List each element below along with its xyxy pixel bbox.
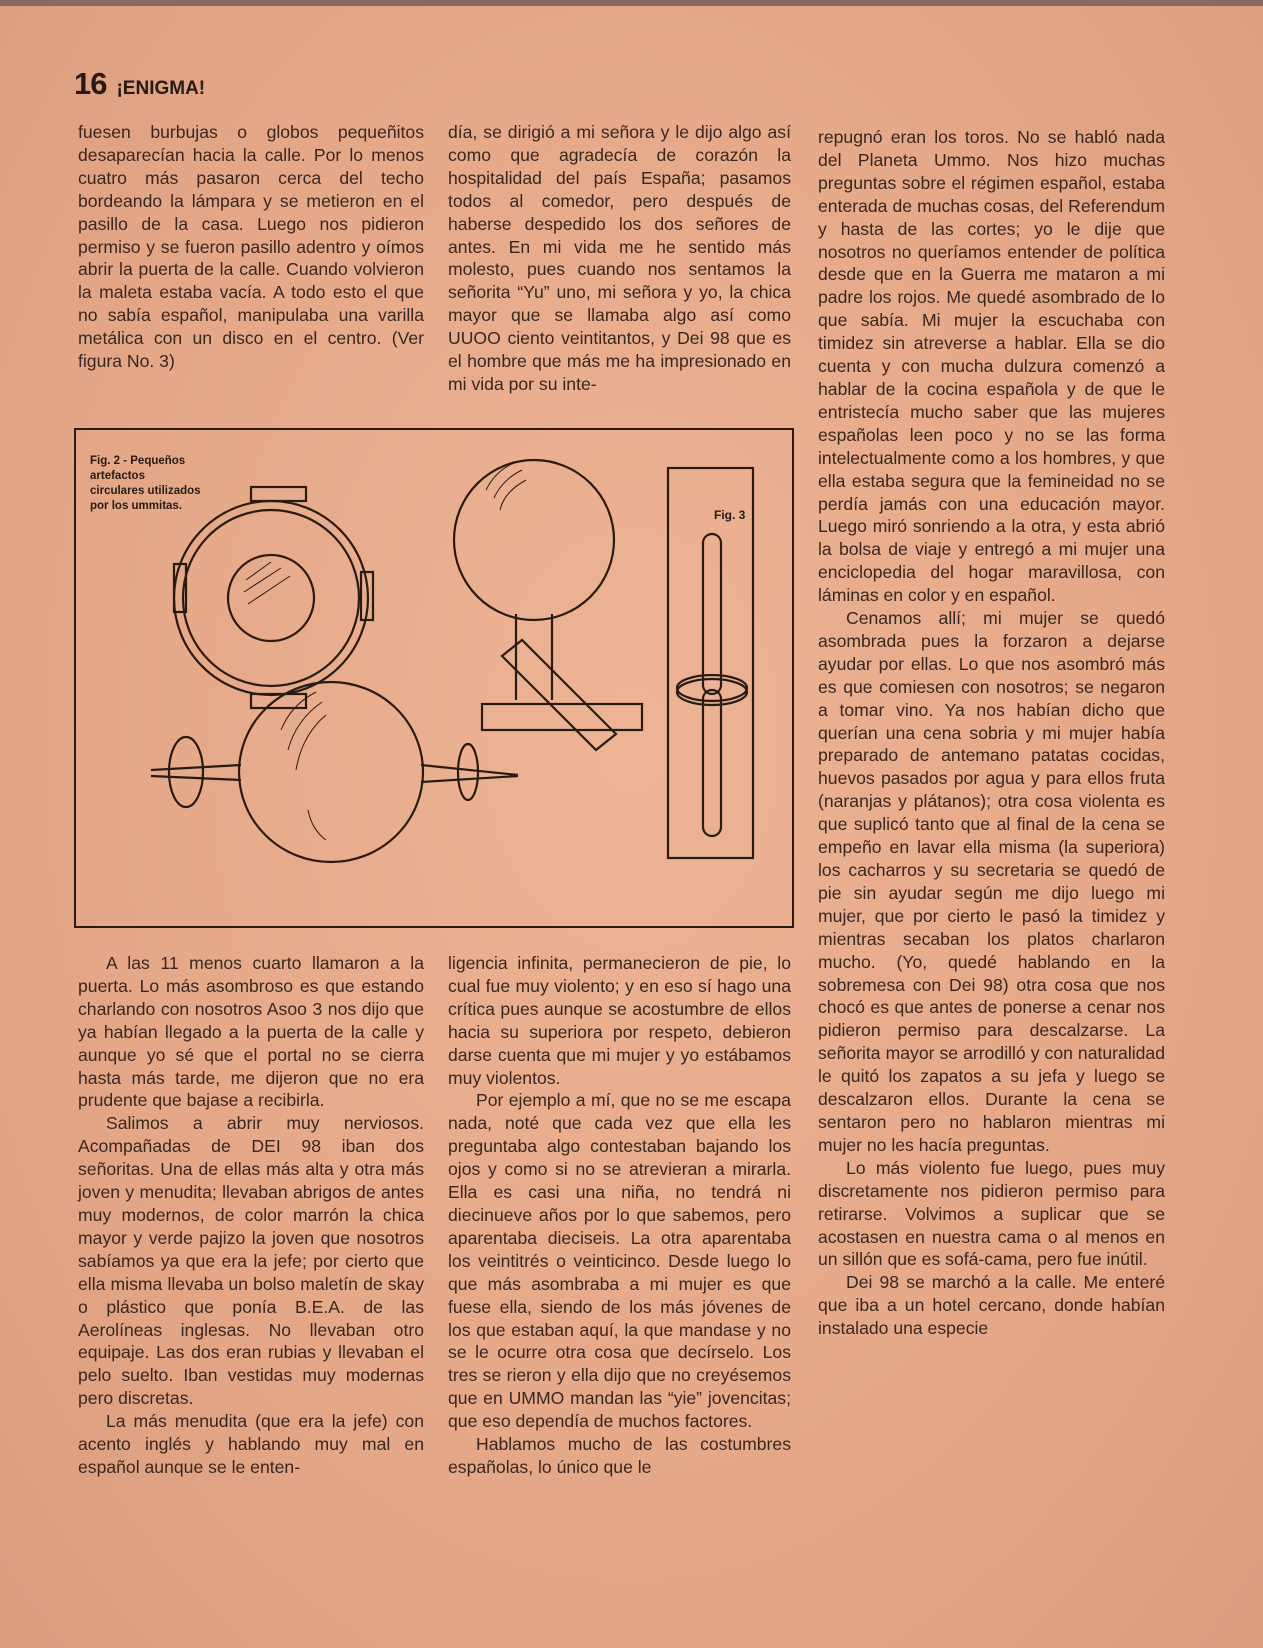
paragraph: La más menudita (que era la jefe) con acento inglés y hablando muy mal en español aunque se le enten- <box>78 1411 424 1477</box>
sphere-with-rod-drawing <box>151 682 518 862</box>
paragraph: Por ejemplo a mí, que no se me escapa nada, noté que cada vez que ella les preguntaba algo contestaban bajando los ojos y como si no se atrevieran a mirarla. Ella es casi una niña, no tendrá ni diecinueve años por lo que sabemos, pero aparentaba dieciseis. La otra aparentaba los veintitrés o veinticinco. Desde luego lo que más asombraba a mi mujer es que fuese ella, siendo de los más jóvenes de los que estaban aquí, la que mandase y no se le ocurre otra cosa que decírselo. Los tres se rieron y ella dijo que no creyésemos que en UMMO mandan las “yie” jovencitas; que eso dependía de muchos factores. <box>448 1090 791 1432</box>
paragraph: Hablamos mucho de las costumbres españolas, lo único que le <box>448 1434 791 1477</box>
page-header <box>74 66 205 100</box>
figure-2-caption: Fig. 2 - Pequeños artefactos circulares utilizados por los ummitas. <box>90 455 201 512</box>
paragraph: día, se dirigió a mi señora y le dijo algo así como que agradecía de corazón la hospitalidad del país España; pasamos todos al comedor, pero después de haberse despedido los dos señores de antes. En mi vida me he sentido más molesto, pues cuando nos sentamos la señorita “Yu” uno, mi señora y yo, la chica mayor que se llamaba algo así como UUOO ciento veintitantos, y Dei 98 que es el hombre que más me ha impresionado en mi vida por su inte- <box>448 122 791 394</box>
circular-artifact-drawing <box>174 487 373 708</box>
column-3 <box>818 126 1165 1340</box>
paragraph: A las 11 menos cuarto llamaron a la puerta. Lo más asombroso es que estando charlando con nosotros Asoo 3 nos dijo que ya habían llegado a la puerta de la calle y aunque yo sé que el portal no se cierra hasta más tarde, me dijeron que no era prudente que bajase a recibirla. <box>78 953 424 1111</box>
page-top-edge <box>0 0 1263 6</box>
paragraph: fuesen burbujas o globos pequeñitos desaparecían hacia la calle. Por lo menos cuatro más pasaron cerca del techo bordeando la lámpara y se metieron en el pasillo de la casa. Luego nos pidieron permiso y se fueron pasillo adentro y oímos abrir la puerta de la calle. Cuando volvieron la maleta estaba vacía. A todo esto el que no sabía español, manipulaba una varilla metálica con un disco en el centro. (Ver figura No. 3) <box>78 122 424 372</box>
column-2-bottom <box>448 952 791 1479</box>
figure-illustration <box>74 428 794 928</box>
paragraph: Cenamos allí; mi mujer se quedó asombrada pues la forzaron a dejarse ayudar por ellas. Lo que nos asombró más es que comiesen con nosotros; se negaron a tomar vino. Ya nos habían dicho que querían una cena sobria y mi mujer había preparado de antemano patatas cocidas, huevos pasados por agua y para ellos fruta (naranjas y plátanos); otra cosa violenta es que suplicó tanto que al final de la cena se empeño en lavar ella misma (la superiora) los cacharros y su secretaria se quedó de pie sin ayudar según me dijo luego mi mujer, que por cierto le pasó la timidez y mientras secaban los platos charlaron mucho. (Yo, quedé hablando en la sobremesa con Dei 98) otra cosa que nos chocó es que antes de ponerse a cenar nos pidieron permiso para descalzarse. La señorita mayor se arrodilló y con naturalidad le quitó los zapatos a su jefa y luego se descalzaron ellos. Durante la cena se sentaron pero no hablaron mientras mi mujer no les hacía preguntas. <box>818 608 1165 1155</box>
paragraph: ligencia infinita, permanecieron de pie, lo cual fue muy violento; y en eso sí hago una crítica pues aunque se acostumbre de ellos hacia su superiora por respeto, debieron darse cuenta que mi mujer y yo estábamos muy violentos. <box>448 953 791 1088</box>
sphere-on-stand-drawing <box>454 460 642 750</box>
figure-3-caption: Fig. 3 <box>714 508 746 522</box>
paragraph: Dei 98 se marchó a la calle. Me enteré que iba a un hotel cercano, donde habían instalado una especie <box>818 1272 1165 1339</box>
rod-with-disc-drawing <box>668 468 753 858</box>
magazine-title: ¡ENIGMA! <box>116 78 206 99</box>
column-1-bottom <box>78 952 424 1479</box>
column-2-top <box>448 121 791 396</box>
paragraph: Salimos a abrir muy nerviosos. Acompañadas de DEI 98 iban dos señoritas. Una de ellas más alta y otra más joven y menudita; llevaban abrigos de antes muy modernos, de color marrón la chica mayor y verde pajizo la joven que nosotros sabíamos ya que era la jefe; por cierto que ella misma llevaba un bolso maletín de skay o plástico que ponía B.E.A. de las Aerolíneas inglesas. No llevaban otro equipaje. Las dos eran rubias y llevaban el pelo suelto. Iban vestidas muy modernas pero discretas. <box>78 1113 424 1409</box>
paragraph: repugnó eran los toros. No se habló nada del Planeta Ummo. Nos hizo muchas preguntas sobre el régimen español, estaba enterada de muchas cosas, del Referendum y hasta de las cortes; yo le dije que nosotros no queríamos entender de política desde que en la Guerra me mataron a mi padre los rojos. Me quedé asombrado de lo que sabía. Mi mujer la escuchaba con timidez sin atreverse a hablar. Ella se dio cuenta y con mucha dulzura comenzó a hablar de la cocina española y de que le entristecía mucho saber que las mujeres españolas leen poco y no se las forma intelectualmente como a los hombres, y que ella estaba segura que la femineidad no se perdía jamás con una educación mayor. Luego miró sonriendo a la otra, y esta abrió la bolsa de viaje y entregó a mi mujer una enciclopedia del hogar maravillosa, con láminas en color y en español. <box>818 127 1165 606</box>
page-number: 16 <box>74 66 107 101</box>
column-1-top <box>78 121 424 373</box>
paragraph: Lo más violento fue luego, pues muy discretamente nos pidieron permiso para retirarse. Volvimos a suplicar que se acostasen en nuestra cama o al menos en un sillón que es sofá-cama, pero fue inútil. <box>818 1157 1165 1270</box>
